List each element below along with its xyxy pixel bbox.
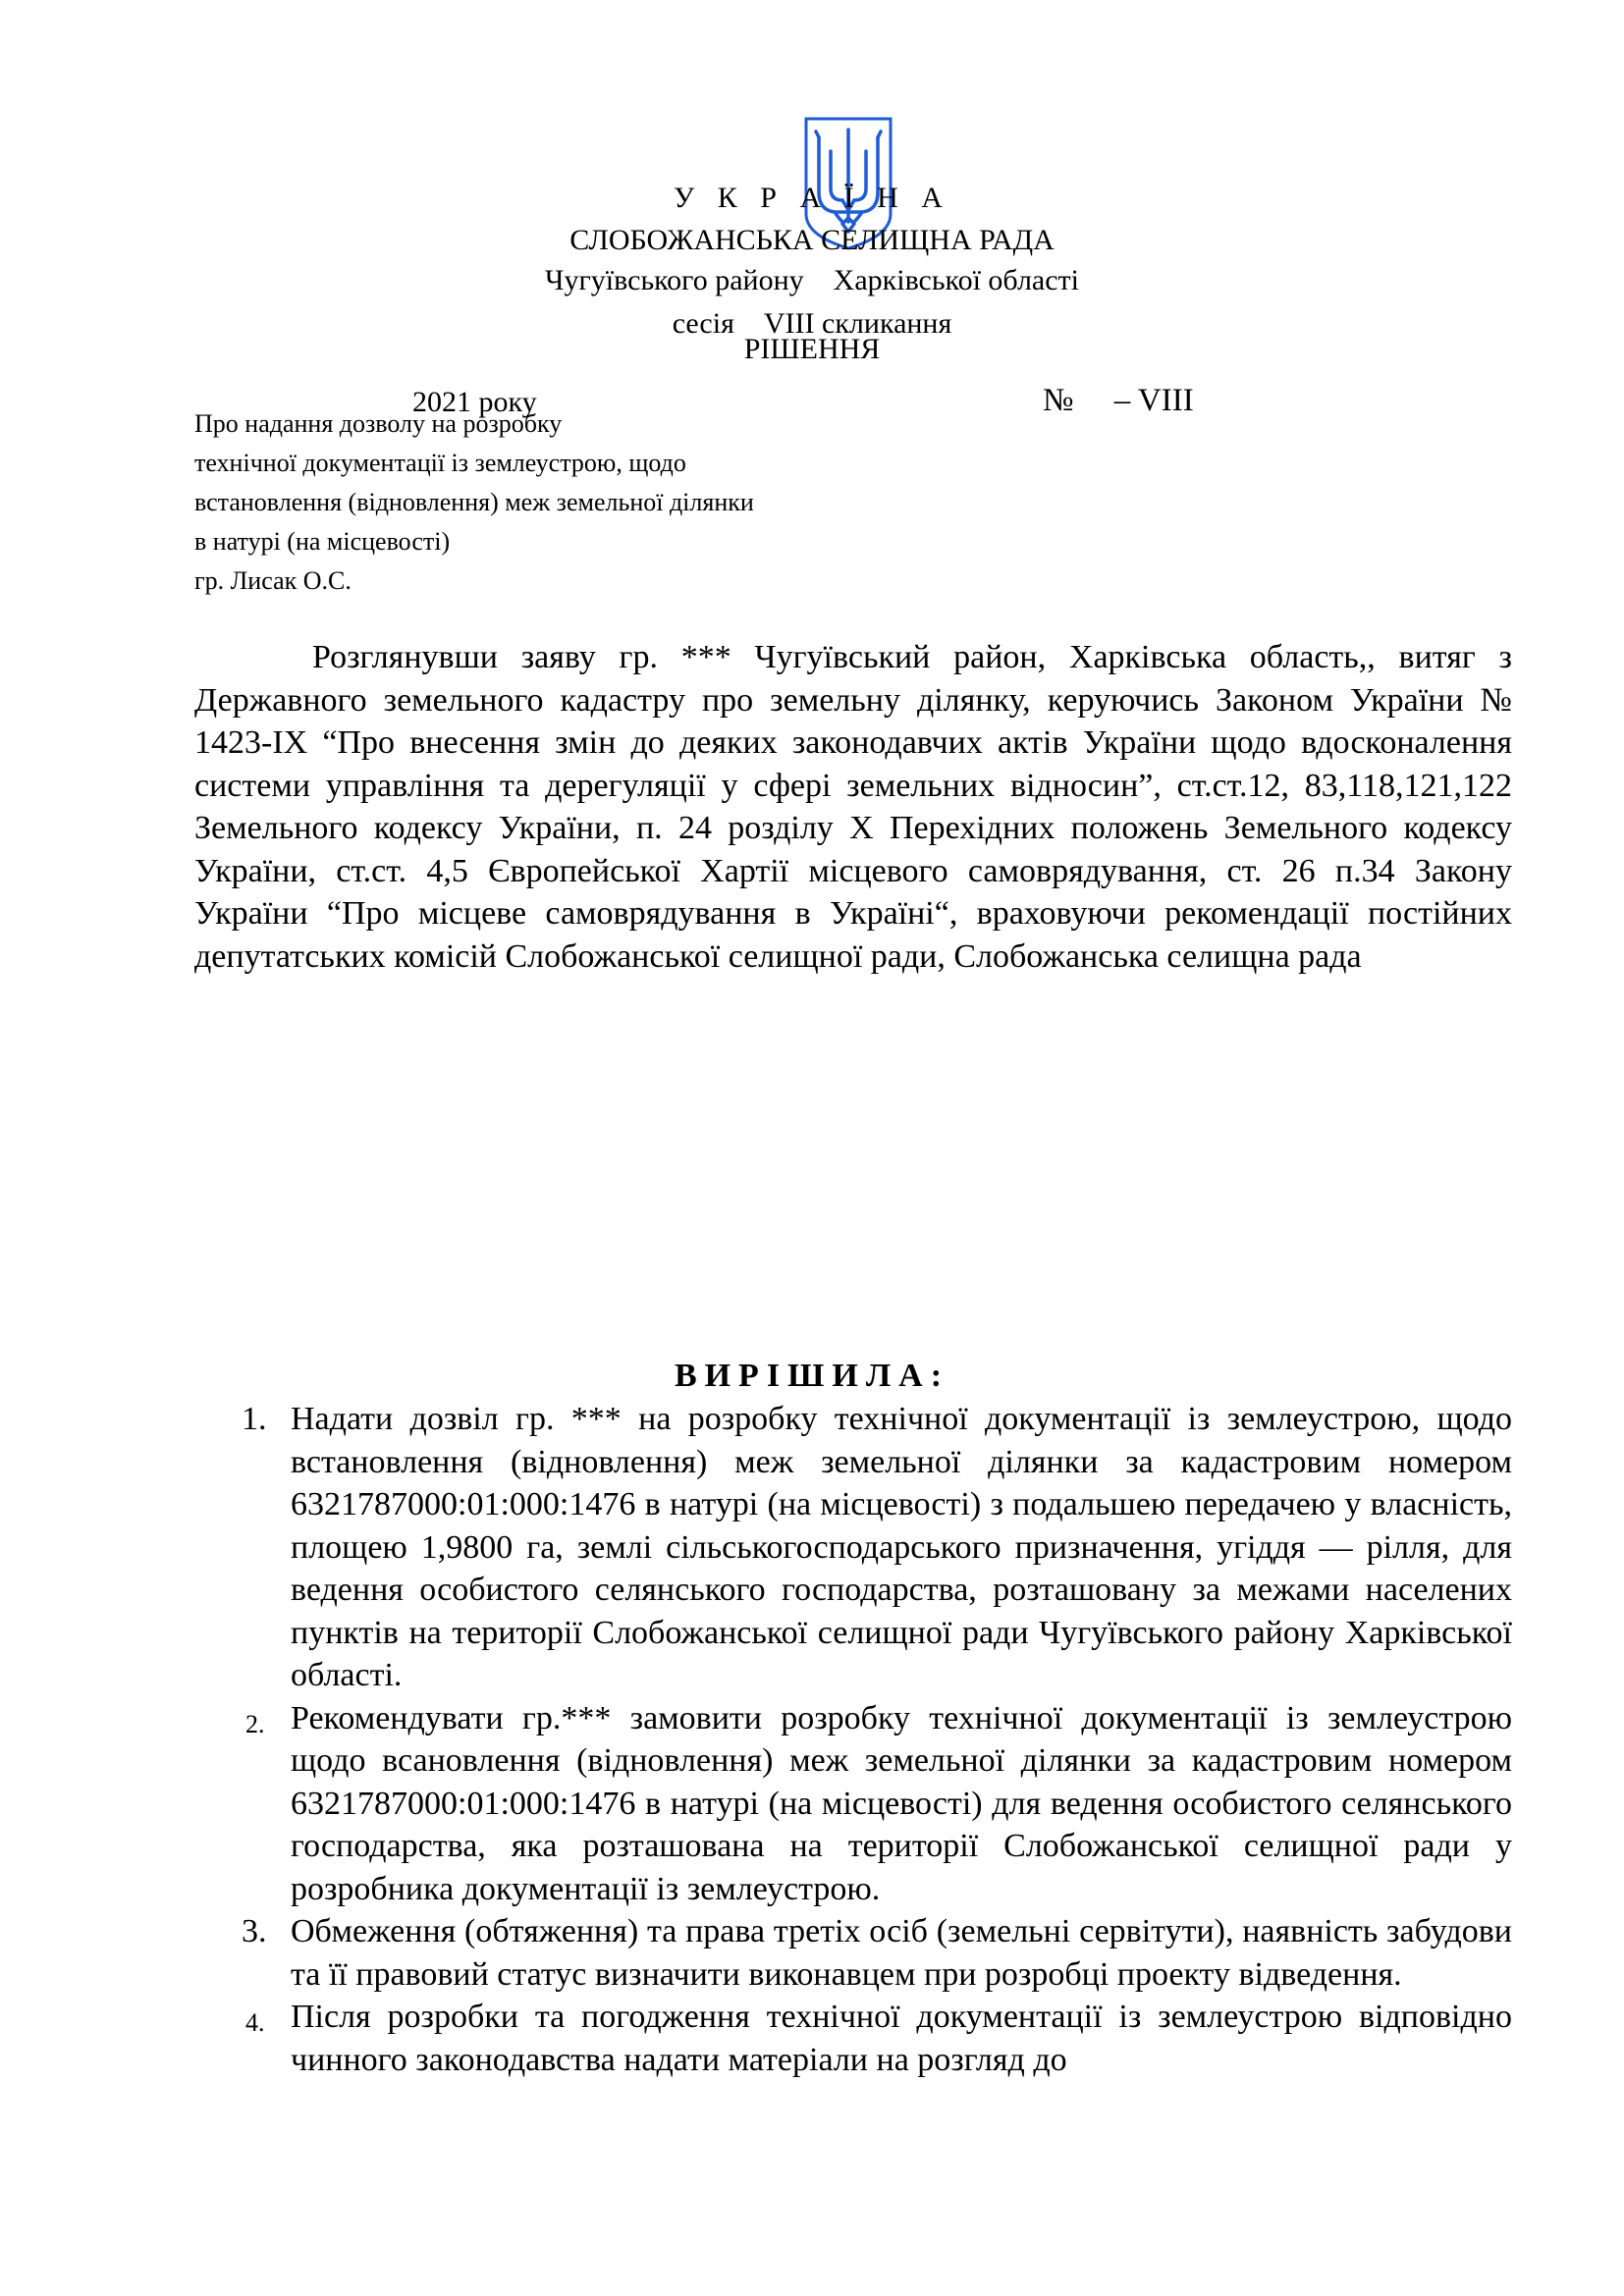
subject-line-4: в натурі (на місцевості): [194, 527, 451, 556]
decision-number: № – VIII: [1043, 383, 1194, 418]
list-item: [194, 1398, 1512, 1697]
subject-line-2: технічної документації із землеустрою, щодо: [194, 449, 686, 477]
council-title: СЛОБОЖАНСЬКА СЕЛИЩНА РАДА: [569, 224, 1055, 256]
list-item: [194, 1697, 1512, 1911]
country-title: У К Р А Ї Н А: [674, 182, 950, 214]
list-item-number: 4.: [245, 2008, 265, 2037]
list-item: [194, 1996, 1512, 2081]
list-item-text: Рекомендувати гр.*** замовити розробку технічної документації із землеустрою щодо всановлення (відновлення) меж земельної ділянки за кадастровим номером 6321787000:01:000:1476 в натурі (на місцевості) для ведення особистого селянського господарства, яка розташована на території Слобожанської селищної ради у розробника документації із землеустрою.: [291, 1699, 1512, 1907]
list-item: [194, 1910, 1512, 1996]
decided-heading: ВИРІШИЛА:: [674, 1358, 950, 1394]
district-line: Чугуївського району Харківської області: [545, 264, 1079, 296]
subject-line-5: гр. Лисак О.С.: [194, 566, 352, 595]
subject-line-1: Про надання дозволу на розробку: [194, 409, 563, 438]
list-item-text: Надати дозвіл гр. *** на розробку технічної документації із землеустрою, щодо встановлення (відновлення) меж земельної ділянки за кадастровим номером 6321787000:01:000:1476 в натурі (на місцевості) з подальшею передачею у власність, площею 1,9800 га, землі сільськогосподарського призначення, угіддя — рілля, для ведення особистого селянського господарства, розташовану за межами населених пунктів на території Слобожанської селищної ради Чугуївського району Харківської області.: [291, 1401, 1512, 1693]
list-item-number: 1.: [242, 1401, 267, 1437]
list-item-number: 3.: [242, 1913, 267, 1949]
subject-line-3: встановлення (відновлення) меж земельної ділянки: [194, 488, 754, 516]
list-item-text: Обмеження (обтяження) та права третіх осіб (земельні сервітути), наявність забудови та її правовий статус визначити виконавцем при розробці проекту відведення.: [291, 1913, 1512, 1993]
decision-items-list: [194, 1398, 1512, 2081]
list-item-number: 2.: [245, 1709, 265, 1738]
decision-date: 2021 року: [412, 386, 537, 418]
list-item-text: Після розробки та погодження технічної документації із землеустрою відповідно чинного законодавства надати матеріали на розгляд до: [291, 1999, 1512, 2078]
session-line: сесія VIII скликання: [672, 307, 952, 340]
document-type-title: РІШЕННЯ: [743, 333, 881, 365]
preamble-paragraph: Розглянувши заяву гр. *** Чугуївський район, Харківська область,, витяг з Державного земельного кадастру про земельну ділянку, керуючись Законом України № 1423-IX “Про внесення змін до деяких законодавчих актів України щодо вдосконалення системи управління та дерегуляції у сфері земельних відносин”, ст.ст.12, 83,118,121,122 Земельного кодексу України, п. 24 розділу X Перехідних положень Земельного кодексу України, ст.ст. 4,5 Європейської Хартії місцевого самоврядування, ст. 26 п.34 Закону України “Про місцеве самоврядування в Україні“, враховуючи рекомендації постійних депутатських комісій Слобожанської селищної ради, Слобожанська селищна рада: [194, 639, 1512, 975]
